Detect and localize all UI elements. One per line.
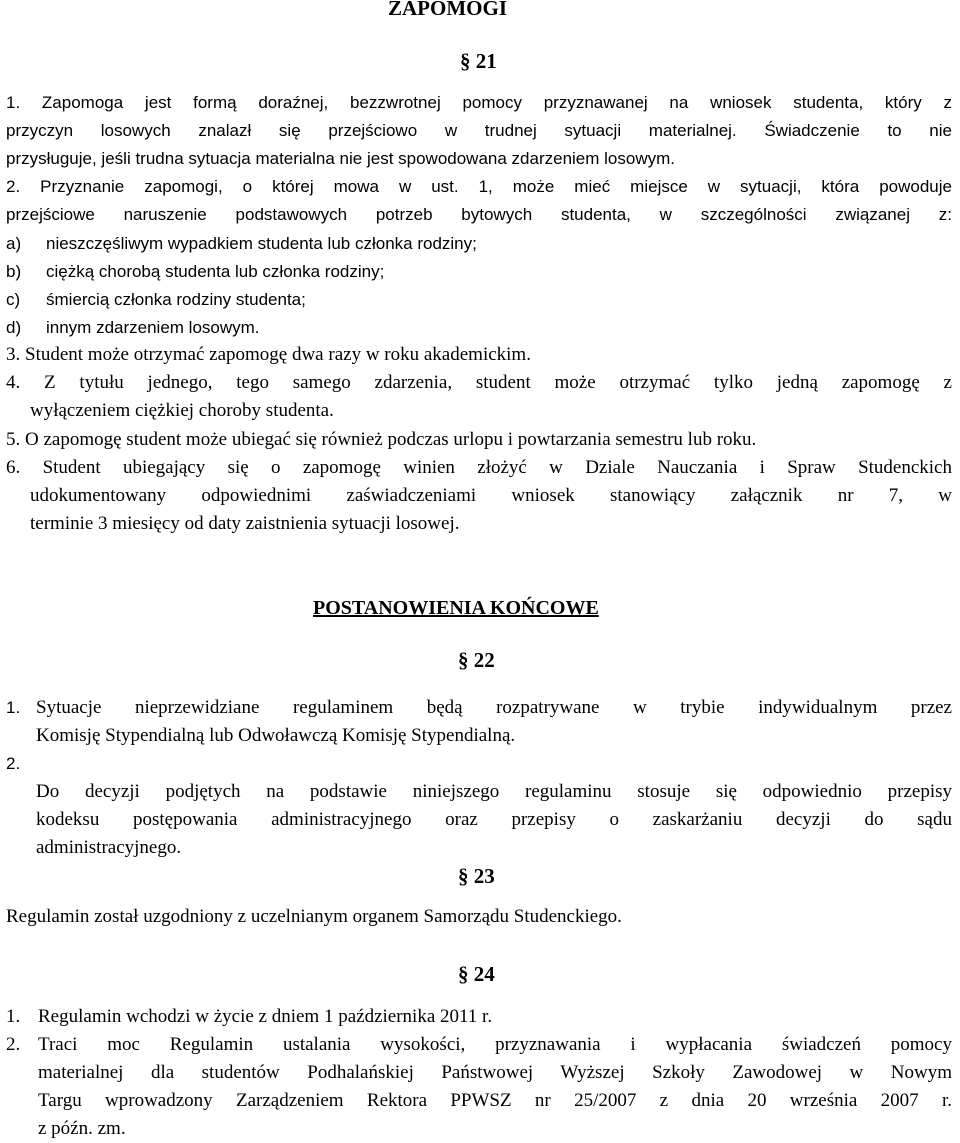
list-item (6, 288, 960, 312)
list-item-letter: b) (6, 262, 22, 281)
s24-point-2-line-3: Targu wprowadzony Zarządzeniem Rektora PPWSZ nr 25/2007 z dnia 20 września 2007 r. (38, 1090, 952, 1111)
s22-point-2-number (6, 752, 960, 776)
point-number: 2. (6, 754, 21, 773)
section-title-zapomogi: ZAPOMOGI (388, 0, 507, 20)
paragraph-heading-24: § 24 (458, 962, 495, 986)
s22-point-2-line-2: kodeksu postępowania administracyjnego oraz przepisy o zaskarżaniu decyzji do sądu (36, 809, 952, 830)
s21-line-5: przejściowe naruszenie podstawowych potrzeb bytowych studenta, w szczególności związanej z: (6, 205, 952, 224)
s21-point-4-line-1: 4. Z tytułu jednego, tego samego zdarzenia, student może otrzymać tylko jedną zapomogę z (6, 372, 952, 393)
s21-point-3: 3. Student może otrzymać zapomogę dwa razy w roku akademickim. (6, 344, 531, 365)
list-item (6, 260, 960, 284)
s24-point-1-text: Regulamin wchodzi w życie z dniem 1 października 2011 r. (38, 1006, 493, 1027)
section-title-postanowienia: POSTANOWIENIA KOŃCOWE (313, 597, 599, 619)
s21-point-6-line-3: terminie 3 miesięcy od daty zaistnienia sytuacji losowej. (30, 513, 460, 534)
s21-line-3: przysługuje, jeśli trudna sytuacja materialna nie jest spowodowana zdarzeniem losowym. (6, 149, 675, 168)
s21-point-6-line-2: udokumentowany odpowiednimi zaświadczeniami wniosek stanowiący załącznik nr 7, w (30, 485, 952, 506)
s23-text: Regulamin został uzgodniony z uczelnianym organem Samorządu Studenckiego. (6, 906, 622, 927)
s21-point-6-line-1: 6. Student ubiegający się o zapomogę winien złożyć w Dziale Nauczania i Spraw Studenckich (6, 457, 952, 478)
list-item-letter: c) (6, 290, 21, 309)
list-item-text: nieszczęśliwym wypadkiem studenta lub członka rodziny; (46, 234, 477, 253)
s24-point-2-line-1: Traci moc Regulamin ustalania wysokości, przyznawania i wypłacania świadczeń pomocy (38, 1034, 952, 1055)
paragraph-heading-22: § 22 (458, 648, 495, 672)
list-item-letter: d) (6, 318, 22, 337)
s21-line-4: 2. Przyznanie zapomogi, o której mowa w ust. 1, może mieć miejsce w sytuacji, która powoduje (6, 177, 952, 196)
s24-point-2-line-2: materialnej dla studentów Podhalańskiej Państwowej Wyższej Szkoły Zawodowej w Nowym (38, 1062, 952, 1083)
s22-point-1-line-2: Komisję Stypendialną lub Odwoławczą Komisję Stypendialną. (36, 725, 516, 746)
list-item-text: innym zdarzeniem losowym. (46, 318, 260, 337)
s21-point-4-line-2: wyłączeniem ciężkiej choroby studenta. (30, 400, 334, 421)
s22-point-2-line-1: Do decyzji podjętych na podstawie niniejszego regulaminu stosuje się odpowiednio przepisy (36, 781, 952, 802)
paragraph-heading-21: § 21 (460, 49, 497, 73)
list-item (6, 316, 960, 340)
s21-line-1: 1. Zapomoga jest formą doraźnej, bezzwrotnej pomocy przyznawanej na wniosek studenta, który z (6, 93, 952, 112)
list-item-text: śmiercią członka rodziny studenta; (46, 290, 306, 309)
paragraph-heading-23: § 23 (458, 864, 495, 888)
s22-point-1-line-1: Sytuacje nieprzewidziane regulaminem będą rozpatrywane w trybie indywidualnym przez (36, 697, 952, 718)
s22-point-2-line-3: administracyjnego. (36, 837, 182, 858)
list-item-text: ciężką chorobą studenta lub członka rodziny; (46, 262, 385, 281)
s21-line-2: przyczyn losowych znalazł się przejściowo w trudnej sytuacji materialnej. Świadczenie to nie (6, 121, 952, 140)
list-item-letter: a) (6, 234, 22, 253)
s24-point-1-number: 1. (6, 1006, 21, 1027)
list-item (6, 232, 960, 256)
s24-point-2-number: 2. (6, 1034, 21, 1055)
s21-point-5: 5. O zapomogę student może ubiegać się również podczas urlopu i powtarzania semestru lub roku. (6, 429, 757, 450)
s24-point-2-line-4: z późn. zm. (38, 1118, 126, 1139)
point-number: 1. (6, 698, 21, 717)
